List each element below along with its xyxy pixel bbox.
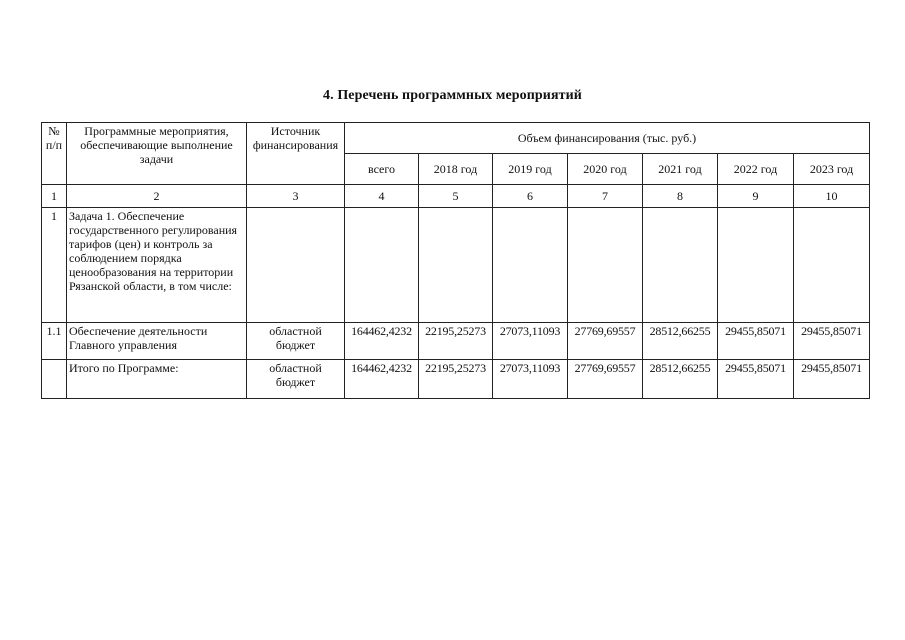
program-activities-table xyxy=(41,122,870,399)
total-label: Итого по Программе: xyxy=(67,360,247,399)
row-value-total xyxy=(345,208,419,323)
row-num: 1 xyxy=(42,208,67,323)
total-value-2018: 22195,25273 xyxy=(419,360,493,399)
header-year: 2018 год xyxy=(419,154,493,185)
row-value-2021 xyxy=(643,208,718,323)
index-cell: 8 xyxy=(643,185,718,208)
document-title: 4. Перечень программных мероприятий xyxy=(323,88,582,103)
index-cell: 4 xyxy=(345,185,419,208)
index-cell: 10 xyxy=(794,185,870,208)
header-row xyxy=(42,123,870,154)
index-cell: 6 xyxy=(493,185,568,208)
header-source: Источник финансирования xyxy=(247,123,345,185)
total-row xyxy=(42,360,870,399)
header-activities: Программные мероприятия, обеспечивающие выполнение задачи xyxy=(67,123,247,185)
header-num: № п/п xyxy=(42,123,67,185)
index-cell: 5 xyxy=(419,185,493,208)
total-value-2022: 29455,85071 xyxy=(718,360,794,399)
row-value-2022: 29455,85071 xyxy=(718,323,794,360)
total-value-2020: 27769,69557 xyxy=(568,360,643,399)
header-funding: Объем финансирования (тыс. руб.) xyxy=(345,123,870,154)
row-activity: Обеспечение деятельности Главного управления xyxy=(67,323,247,360)
row-value-2022 xyxy=(718,208,794,323)
row-value-2020: 27769,69557 xyxy=(568,323,643,360)
header-year: 2019 год xyxy=(493,154,568,185)
header-total: всего xyxy=(345,154,419,185)
row-num: 1.1 xyxy=(42,323,67,360)
row-activity: Задача 1. Обеспечение государственного регулирования тарифов (цен) и контроль за соблюдением порядка ценообразования на территории Рязанской области, в том числе: xyxy=(67,208,247,323)
row-value-total: 164462,4232 xyxy=(345,323,419,360)
total-value-2023: 29455,85071 xyxy=(794,360,870,399)
row-source: областной бюджет xyxy=(247,323,345,360)
row-num xyxy=(42,360,67,399)
total-value-total: 164462,4232 xyxy=(345,360,419,399)
row-value-2018: 22195,25273 xyxy=(419,323,493,360)
index-cell: 3 xyxy=(247,185,345,208)
table-row xyxy=(42,208,870,323)
row-value-2023 xyxy=(794,208,870,323)
index-cell: 9 xyxy=(718,185,794,208)
index-cell: 1 xyxy=(42,185,67,208)
row-source xyxy=(247,208,345,323)
row-value-2019 xyxy=(493,208,568,323)
header-year: 2020 год xyxy=(568,154,643,185)
total-value-2021: 28512,66255 xyxy=(643,360,718,399)
index-cell: 2 xyxy=(67,185,247,208)
table-row xyxy=(42,323,870,360)
header-year: 2021 год xyxy=(643,154,718,185)
header-year: 2022 год xyxy=(718,154,794,185)
row-source: областной бюджет xyxy=(247,360,345,399)
row-value-2018 xyxy=(419,208,493,323)
row-value-2021: 28512,66255 xyxy=(643,323,718,360)
header-year: 2023 год xyxy=(794,154,870,185)
row-value-2023: 29455,85071 xyxy=(794,323,870,360)
row-value-2019: 27073,11093 xyxy=(493,323,568,360)
row-value-2020 xyxy=(568,208,643,323)
index-cell: 7 xyxy=(568,185,643,208)
column-index-row xyxy=(42,185,870,208)
total-value-2019: 27073,11093 xyxy=(493,360,568,399)
